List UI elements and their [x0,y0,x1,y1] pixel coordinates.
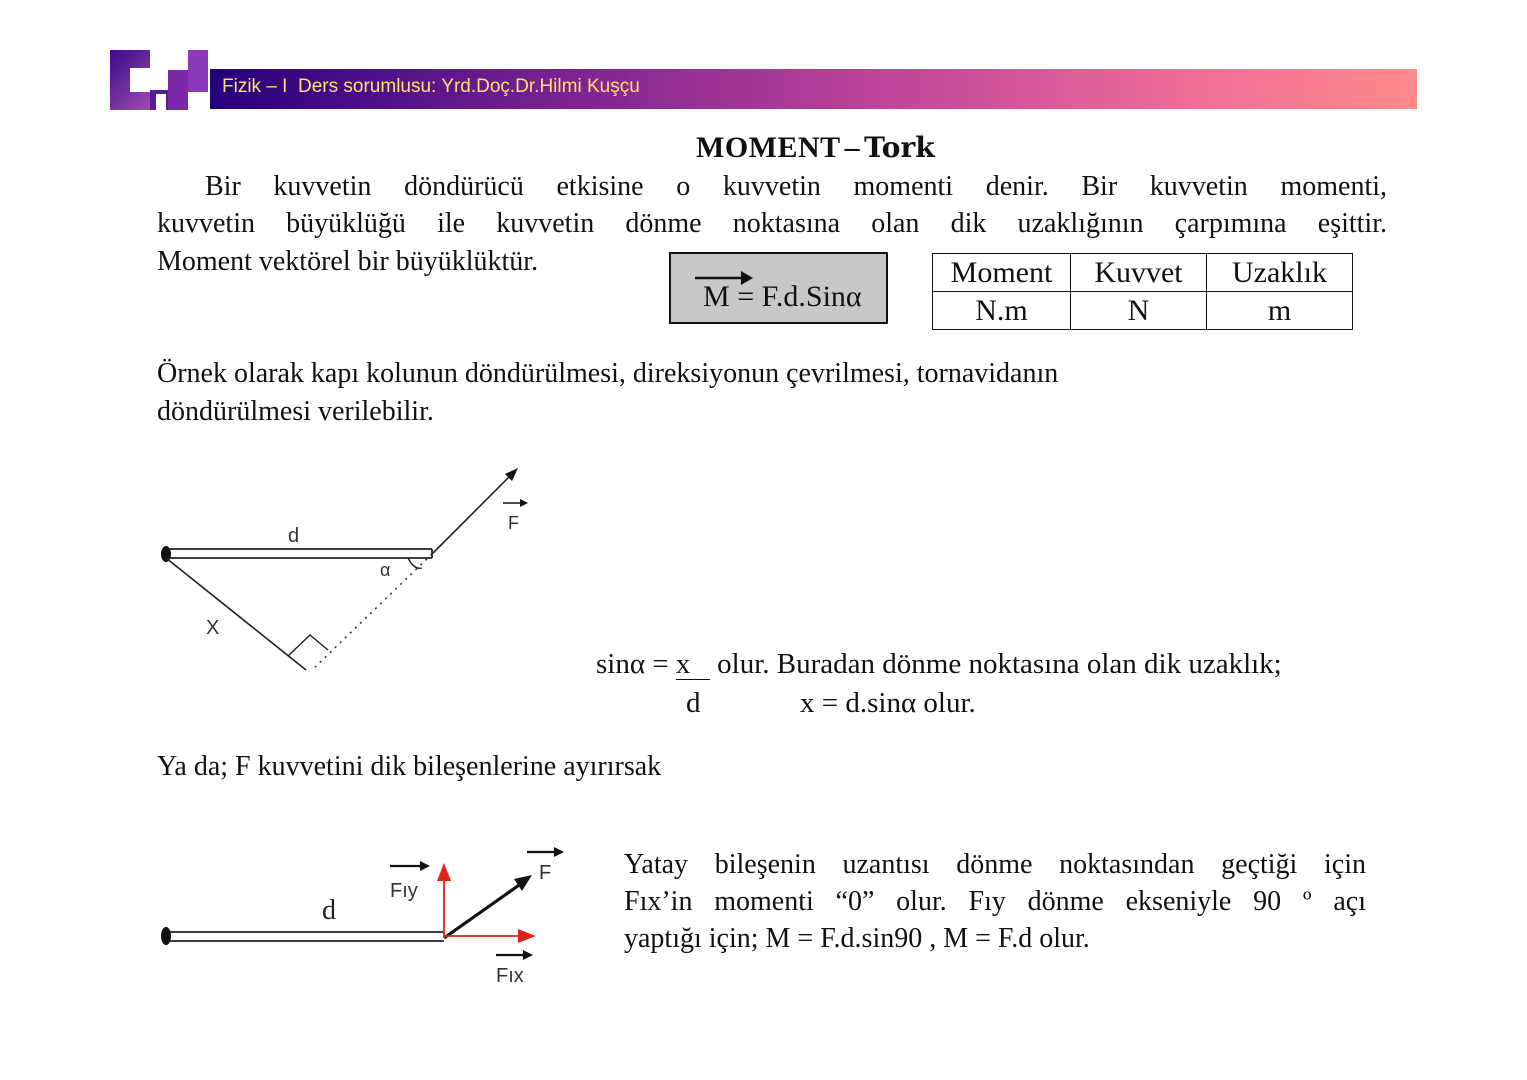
force-extension-dotted [312,554,432,670]
title-sub: Tork [864,131,935,164]
force-components-diagram [150,835,590,995]
table-header-cell: Kuvvet [1071,254,1207,292]
example-line-2: döndürülmesi verilebilir. [157,396,434,427]
conclusion-line-2: Fıx’in momenti “0” olur. Fıy dönme ekseniyle 90 º açı [624,886,1366,917]
formula-symbol: M [703,280,730,313]
table-cell: m [1207,292,1353,330]
force-line [432,474,512,554]
logo-square-4 [168,70,188,110]
sin-lhs: sinα = [596,648,676,680]
sin-equation [596,645,1282,683]
sin-denominator: d [686,687,701,719]
diagram1-d-label: d [288,525,300,547]
units-table-header-row [933,254,1353,292]
table-cell: N [1071,292,1207,330]
page-title [696,131,935,165]
diagram2-d-label: d [322,895,336,926]
logo-square-5 [188,50,208,92]
course-name: Fizik – I [222,76,288,97]
sin-result: x = d.sinα olur. [800,687,976,719]
logo-square-6 [156,94,166,110]
example-line-1: Örnek olarak kapı kolunun döndürülmesi, direksiyonun çevrilmesi, tornavidanın [157,358,1059,389]
pivot-point-2 [161,927,171,945]
slide-header [110,48,1417,110]
header-title [222,76,640,98]
units-table-row [933,292,1353,330]
diagram1-x-label: X [206,617,220,639]
formula-box [669,252,888,324]
formula-text [703,280,862,314]
conclusion-paragraph [624,846,1366,957]
title-dash: – [844,131,861,164]
moment-arm-diagram [150,460,550,690]
table-header-cell: Moment [933,254,1071,292]
intro-line-2: kuvvetin büyüklüğü ile kuvvetin dönme noktasına olan dik uzaklığının çarpımına eşittir. [157,208,1387,239]
table-cell: N.m [933,292,1071,330]
diagram1-f-label: F [508,513,519,533]
conclusion-line-1: Yatay bileşenin uzantısı dönme noktasından geçtiği için [624,849,1366,880]
instructor-name: Ders sorumlusu: Yrd.Doç.Dr.Hilmi Kuşçu [298,76,640,97]
perpendicular-x-line [166,558,306,670]
right-angle-marker [288,635,328,656]
diagram2-f-label: F [539,862,552,884]
force-fix-arrowhead [518,929,536,943]
conclusion-line-3: yaptığı için; M = F.d.sin90 , M = F.d olur. [624,923,1090,954]
table-header-cell: Uzaklık [1207,254,1353,292]
logo-square-2 [130,68,152,92]
sin-numerator: x [676,649,710,680]
components-intro: Ya da; F kuvvetini dik bileşenlerine ayırırsak [157,751,662,782]
units-table [932,253,1353,330]
alpha-angle-arc [408,558,422,568]
intro-line-3: Moment vektörel bir büyüklüktür. [157,246,539,277]
sin-rest: olur. Buradan dönme noktasına olan dik uzaklık; [709,648,1282,680]
title-main: MOMENT [696,131,841,164]
diagram2-fiy-label: Fıy [390,880,418,902]
force-fiy-arrowhead [437,863,451,881]
diagram1-alpha-label: α [380,560,391,580]
diagram2-fix-label: Fıx [496,965,524,987]
pivot-point [161,546,171,562]
intro-line-1: Bir kuvvetin döndürücü etkisine o kuvvetin momenti denir. Bir kuvvetin momenti, [205,171,1387,202]
formula-rest: = F.d.Sinα [729,280,862,313]
force-f-line [444,883,522,938]
